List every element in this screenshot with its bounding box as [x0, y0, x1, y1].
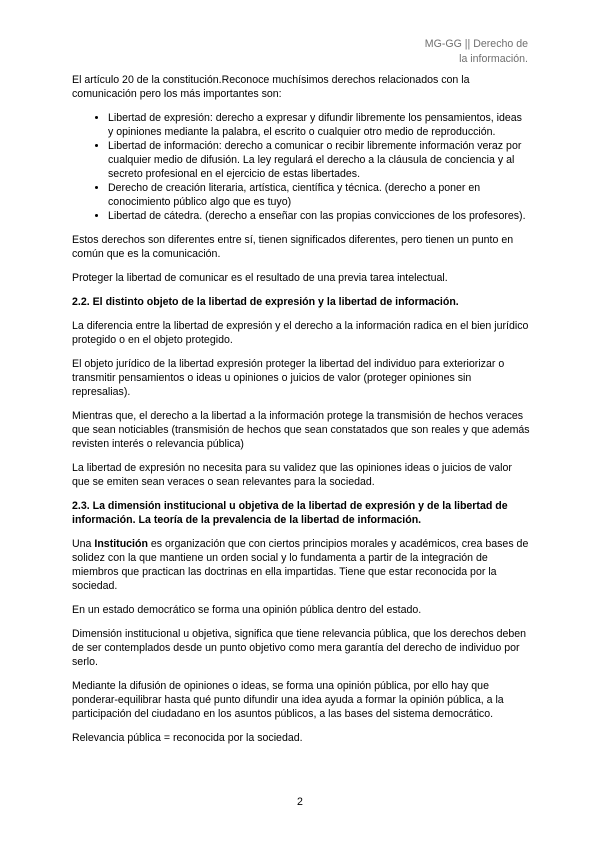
protect-paragraph: Proteger la libertad de comunicar es el resultado de una previa tarea intelectual.	[72, 272, 448, 284]
list-item: • Derecho de creación literaria, artística, científica y técnica. (derecho a poner en conocimiento público algo que es tuyo)	[108, 181, 530, 209]
intro-paragraph: El artículo 20 de la constitución.Reconoce muchísimos derechos relacionados con la comunicación pero los más importantes son:	[72, 74, 470, 100]
page-header	[425, 37, 528, 67]
institution-term: Institución	[94, 538, 148, 550]
common-point-paragraph: Estos derechos son diferentes entre sí, tienen significados diferentes, pero tienen un punto en común que es la comunicación.	[72, 234, 514, 260]
democratic-state-paragraph: En un estado democrático se forma una opinión pública dentro del estado.	[72, 604, 422, 616]
section-heading-2-2: 2.2. El distinto objeto de la libertad de expresión y la libertad de información.	[72, 296, 459, 308]
section-heading-2-3: 2.3. La dimensión institucional u objetiva de la libertad de expresión y de la libertad de información. La teoría de la prevalencia de la libertad de información.	[72, 500, 508, 526]
rights-list	[72, 111, 530, 223]
list-item: • Libertad de cátedra. (derecho a enseñar con las propias convicciones de los profesores).	[108, 209, 530, 223]
whereas-paragraph: Mientras que, el derecho a la libertad a la información protege la transmisión de hechos veraces que sean noticiables (transmisión de hechos que sean constatados que son reales y que además revisten interés o relevancia pública)	[72, 410, 530, 450]
object-paragraph: El objeto jurídico de la libertad expresión proteger la libertad del individuo para exteriorizar o transmitir pensamientos o ideas u opiniones o juicios de valor (proteger opiniones sin represalias).	[72, 358, 505, 398]
list-item: • Libertad de información: derecho a comunicar o recibir libremente información veraz por cualquier medio de difusión. La ley regulará el derecho a la cláusula de conciencia y al secreto profesional en el ejercicio de estas libertades.	[108, 139, 530, 181]
institution-definition: es organización que con ciertos principios morales y académicos, crea bases de solidez con la que mantiene un orden social y lo fundamenta a partir de la integración de miembros que practican las doctrinas en ella impartidas. Tiene que estar reconocida por la sociedad.	[72, 538, 529, 592]
validity-paragraph: La libertad de expresión no necesita para su validez que las opiniones ideas o juicios de valor que se emiten sean veraces o sean relevantes para la sociedad.	[72, 462, 512, 488]
list-item: • Libertad de expresión: derecho a expresar y difundir libremente los pensamientos, ideas y opiniones mediante la palabra, el escrito o cualquier otro medio de reproducción.	[108, 111, 530, 139]
header-line-1: MG-GG || Derecho de	[424, 38, 528, 50]
relevance-paragraph: Relevancia pública = reconocida por la sociedad.	[72, 732, 303, 744]
document-body	[72, 73, 530, 755]
page-number: 2	[297, 796, 303, 808]
difference-paragraph: La diferencia entre la libertad de expresión y el derecho a la información radica en el bien jurídico protegido o en el objeto protegido.	[72, 320, 529, 346]
institution-prefix: Una	[72, 538, 95, 550]
institution-paragraph	[72, 537, 530, 593]
diffusion-paragraph: Mediante la difusión de opiniones o ideas, se forma una opinión pública, por ello hay que ponderar-equilibrar hasta qué punto difundir una idea ayuda a formar la opinión pública, a la participación del ciudadano en los asuntos públicos, a las bases del sistema democrático.	[72, 680, 504, 720]
dimension-paragraph: Dimensión institucional u objetiva, significa que tiene relevancia pública, que los derechos deben de ser contemplados desde un punto objetivo como mera garantía del derecho de individuo por serlo.	[72, 628, 527, 668]
header-line-2: la información.	[459, 53, 528, 65]
